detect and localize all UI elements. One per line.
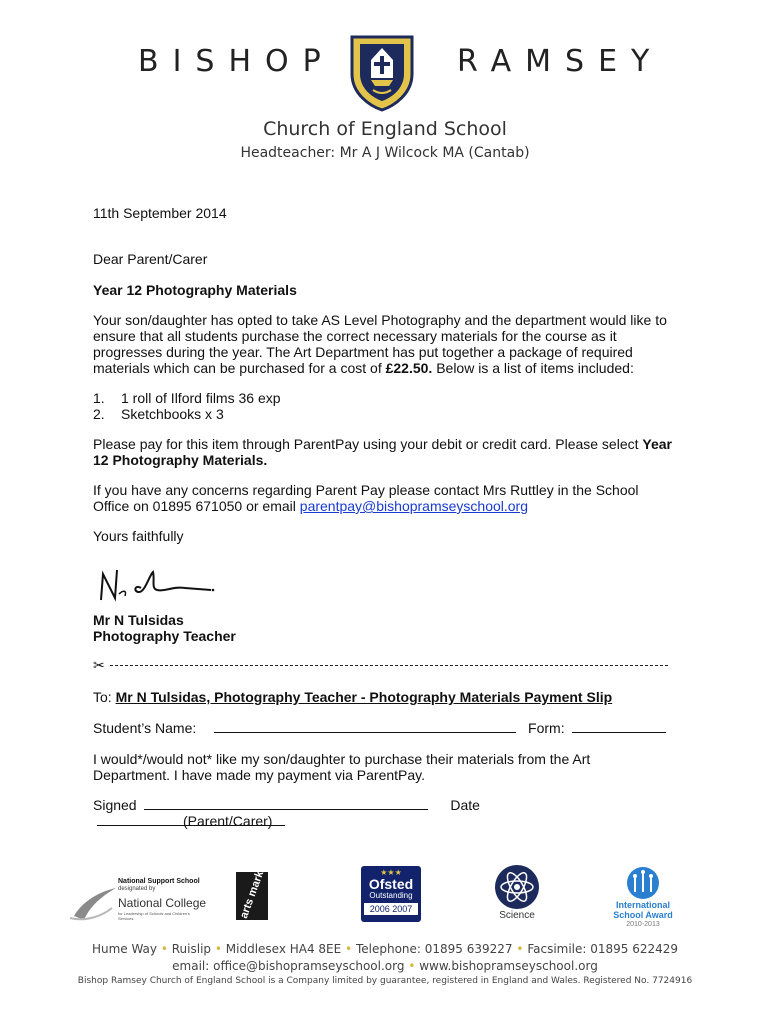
slip-to-label: To: <box>93 689 112 705</box>
cut-line-divider <box>110 665 668 666</box>
ofsted-logo <box>361 866 421 922</box>
letter-paragraph-2 <box>93 436 673 468</box>
artsmark-text: arts mark <box>238 869 267 921</box>
header-word-left: BISHOP <box>138 44 335 79</box>
footer-separator: • <box>516 942 524 956</box>
footer-company-line: Bishop Ramsey Church of England School is a Company limited by guarantee, registered in England and Wales. Registered No. 7724916 <box>77 976 693 986</box>
form-field[interactable] <box>572 720 666 733</box>
star-icon: ★★★ <box>380 868 402 877</box>
letter-paragraph-3 <box>93 482 673 514</box>
list-item <box>93 406 281 422</box>
footer-fax: Facsimile: 01895 622429 <box>527 942 679 956</box>
footer-separator: • <box>160 942 168 956</box>
scissors-icon: ✂ <box>93 657 105 673</box>
footer-separator: • <box>408 959 416 973</box>
footer-town: Ruislip <box>171 942 212 956</box>
national-college-logo <box>68 874 208 924</box>
paragraph-2-selection: Year 12 Photography Materials. <box>93 436 672 468</box>
school-crest-logo <box>349 34 415 112</box>
list-item-number: 1. <box>93 390 105 406</box>
header-word-right: RAMSEY <box>457 44 664 79</box>
letter-closing: Yours faithfully <box>93 528 184 544</box>
footer-separator: • <box>345 942 353 956</box>
letter-greeting: Dear Parent/Carer <box>93 251 208 267</box>
school-subtitle: Church of England School <box>263 118 507 140</box>
item-list <box>93 390 281 422</box>
signature-field[interactable] <box>144 797 428 810</box>
international-school-award-logo <box>606 866 680 926</box>
list-item-text: 1 roll of Ilford films 36 exp <box>121 390 281 406</box>
slip-to-line <box>93 689 612 705</box>
letter-subject: Year 12 Photography Materials <box>93 282 297 298</box>
list-item-text: Sketchbooks x 3 <box>121 406 224 422</box>
ofsted-title: Ofsted <box>368 876 414 892</box>
student-name-row <box>93 720 673 736</box>
form-label: Form: <box>528 720 565 736</box>
signature-image <box>93 560 223 606</box>
nss-line-1: National Support School <box>118 878 200 885</box>
footer-contact-line <box>0 959 770 973</box>
signer-name: Mr N Tulsidas <box>93 612 184 628</box>
isa-line-1: International <box>615 900 670 910</box>
isa-years: 2010-2013 <box>626 921 660 928</box>
footer-street: Hume Way <box>91 942 158 956</box>
footer-website[interactable]: www.bishopramseyschool.org <box>419 959 598 973</box>
list-item <box>93 390 281 406</box>
signed-label: Signed <box>93 797 137 813</box>
headteacher-line: Headteacher: Mr A J Wilcock MA (Cantab) <box>240 145 530 161</box>
date-label: Date <box>450 797 480 813</box>
footer-separator: • <box>214 942 222 956</box>
slip-to-value: Mr N Tulsidas, Photography Teacher - Photography Materials Payment Slip <box>115 689 613 705</box>
email-link[interactable]: parentpay@bishopramseyschool.org <box>299 498 529 514</box>
nss-small-text: for Leadership of Schools and Children's Services <box>118 911 190 921</box>
footer-email[interactable]: email: office@bishopramseyschool.org <box>172 959 405 973</box>
student-name-label: Student’s Name: <box>93 720 197 736</box>
signer-title: Photography Teacher <box>93 628 236 644</box>
footer-county: Middlesex HA4 8EE <box>225 942 342 956</box>
letter-date: 11th September 2014 <box>93 205 227 221</box>
paragraph-1-tail: Below is a list of items included: <box>432 360 634 376</box>
artsmark-logo <box>236 869 268 921</box>
paragraph-2-text: Please pay for this item through ParentPay using your debit or credit card. Please select <box>93 436 643 452</box>
ofsted-years: 2006 2007 <box>364 903 418 915</box>
nss-line-2: designated by <box>118 886 156 892</box>
letter-paragraph-1 <box>93 312 673 376</box>
student-name-field[interactable] <box>214 720 516 733</box>
parent-carer-label: (Parent/Carer) <box>183 813 273 829</box>
paragraph-3-text: If you have any concerns regarding Parent Pay please contact Mrs Ruttley in the School Office on 01895 671050 or email <box>93 482 639 514</box>
footer-address-line <box>0 942 770 956</box>
footer-telephone: Telephone: 01895 639227 <box>355 942 513 956</box>
isa-line-2: School Award <box>613 910 673 920</box>
atom-icon <box>494 864 540 910</box>
science-logo <box>491 864 543 924</box>
nss-college: National College <box>118 896 207 910</box>
globe-icon <box>624 866 662 900</box>
signed-row <box>93 797 673 829</box>
ofsted-subtitle: Outstanding <box>369 891 413 900</box>
price-text: £22.50. <box>385 360 433 376</box>
list-item-number: 2. <box>93 406 105 422</box>
science-label: Science <box>499 910 535 921</box>
paragraph-1-text: Your son/daughter has opted to take AS Level Photography and the department would like to ensure that all students purchase the correct necessary materials for the course as it progresses during the year. The Art Department has put together a package of required materials which can be purchased for a cost of <box>93 312 667 376</box>
consent-text: I would*/would not* like my son/daughter to purchase their materials from the Art Department. I have made my payment via ParentPay. <box>93 751 591 783</box>
